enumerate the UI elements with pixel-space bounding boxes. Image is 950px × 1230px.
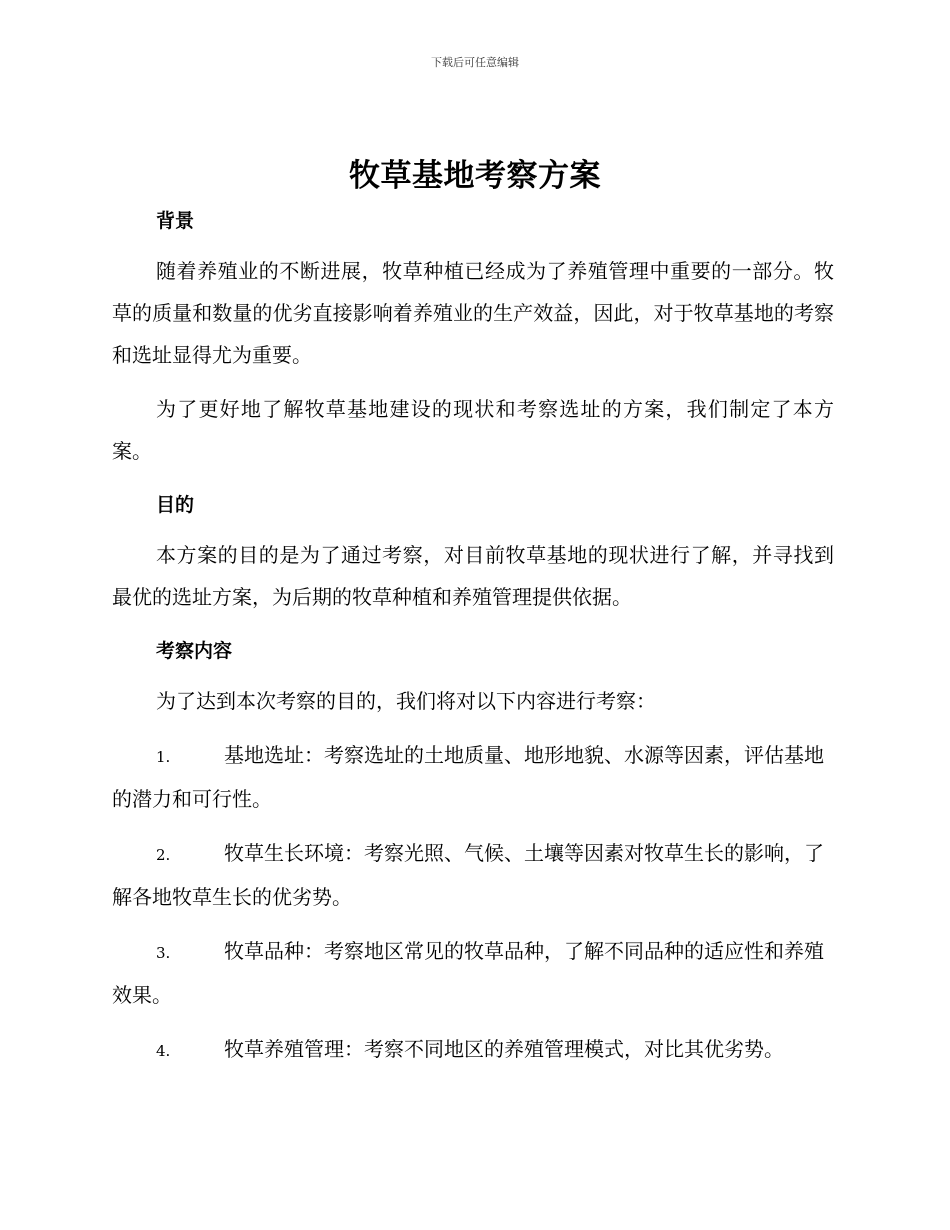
paragraph: 随着养殖业的不断进展，牧草种植已经成为了养殖管理中重要的一部分。牧草的质量和数量的优劣直接影响着养殖业的生产效益，因此，对于牧草基地的考察和选址显得尤为重要。 <box>112 259 834 367</box>
section-heading-purpose: 目的 <box>156 494 195 516</box>
document-title: 牧草基地考察方案 <box>349 158 601 194</box>
list-item <box>112 832 834 918</box>
list-text: 牧草养殖管理：考察不同地区的养殖管理模式，对比其优劣势。 <box>224 1037 784 1061</box>
list-text: 基地选址：考察选址的土地质量、地形地貌、水源等因素，评估基地的潜力和可行性。 <box>112 743 824 811</box>
paragraph: 本方案的目的是为了通过考察，对目前牧草基地的现状进行了解，并寻找到最优的选址方案，为后期的牧草种植和养殖管理提供依据。 <box>112 543 834 609</box>
list-text: 牧草生长环境：考察光照、气候、土壤等因素对牧草生长的影响，了解各地牧草生长的优劣势。 <box>112 841 824 909</box>
list-item <box>112 1028 834 1072</box>
paragraph: 为了更好地了解牧草基地建设的现状和考察选址的方案，我们制定了本方案。 <box>112 397 834 463</box>
list-number: 1. <box>156 748 171 766</box>
header-note: 下载后可任意编辑 <box>431 56 519 69</box>
document-body <box>112 204 834 1072</box>
list-item <box>112 930 834 1016</box>
section-heading-background: 背景 <box>156 210 195 232</box>
list-number: 2. <box>156 846 171 864</box>
paragraph: 为了达到本次考察的目的，我们将对以下内容进行考察： <box>156 689 656 713</box>
list-text: 牧草品种：考察地区常见的牧草品种，了解不同品种的适应性和养殖效果。 <box>112 939 824 1007</box>
list-item <box>112 734 834 820</box>
section-heading-content: 考察内容 <box>156 640 233 662</box>
list-number: 3. <box>156 944 171 962</box>
list-number: 4. <box>156 1042 171 1060</box>
